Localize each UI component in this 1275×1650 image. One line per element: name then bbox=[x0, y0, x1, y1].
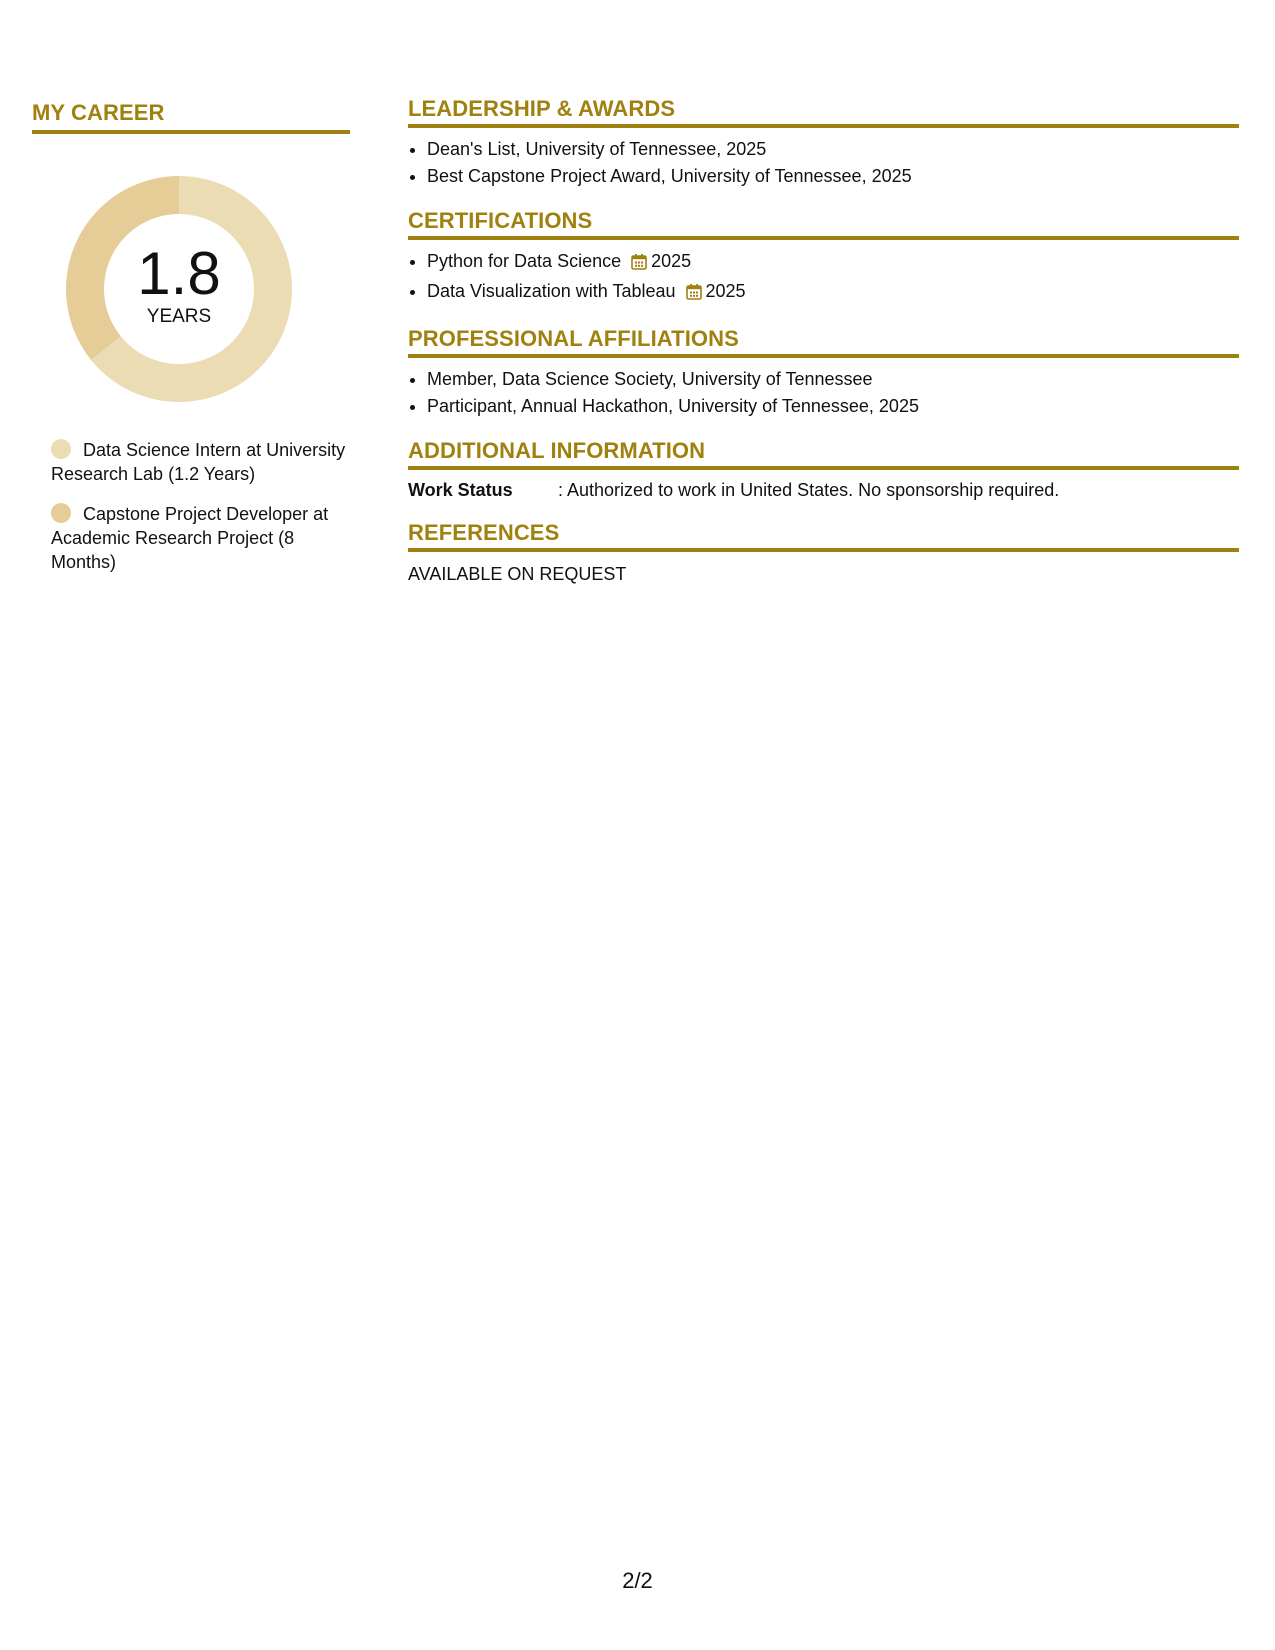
certification-name: Python for Data Science bbox=[427, 251, 622, 271]
legend-item bbox=[51, 438, 351, 486]
affiliations-heading: PROFESSIONAL AFFILIATIONS bbox=[408, 326, 739, 351]
leadership-list bbox=[408, 136, 1239, 190]
leadership-divider bbox=[408, 124, 1239, 128]
calendar-icon bbox=[686, 281, 702, 308]
list-item bbox=[427, 278, 1239, 308]
additional-heading: ADDITIONAL INFORMATION bbox=[408, 438, 706, 463]
calendar-icon bbox=[631, 251, 647, 278]
career-legend bbox=[51, 438, 351, 574]
work-status-label: Work Status bbox=[408, 480, 513, 500]
certification-year: 2025 bbox=[705, 281, 746, 301]
certifications-divider bbox=[408, 236, 1239, 240]
additional-section bbox=[408, 438, 1239, 502]
legend-swatch bbox=[51, 439, 71, 459]
page-number: 2/2 bbox=[622, 1568, 653, 1593]
affiliations-divider bbox=[408, 354, 1239, 358]
references-text: AVAILABLE ON REQUEST bbox=[408, 564, 627, 584]
leadership-heading: LEADERSHIP & AWARDS bbox=[408, 96, 676, 121]
list-item: • Participant, Annual Hackathon, University of Tennessee, 2025 bbox=[427, 393, 1239, 420]
list-item: • Best Capstone Project Award, University of Tennessee, 2025 bbox=[427, 163, 1239, 190]
career-heading: MY CAREER bbox=[32, 100, 165, 125]
leadership-section bbox=[408, 96, 1239, 190]
additional-divider bbox=[408, 466, 1239, 470]
legend-swatch bbox=[51, 503, 71, 523]
list-item: • Member, Data Science Society, University of Tennessee bbox=[427, 366, 1239, 393]
certifications-heading: CERTIFICATIONS bbox=[408, 208, 593, 233]
work-status-row bbox=[408, 478, 1239, 502]
career-divider bbox=[32, 130, 350, 134]
career-total-unit: YEARS bbox=[146, 306, 212, 327]
list-item bbox=[427, 248, 1239, 278]
references-section bbox=[408, 520, 1239, 586]
donut-center bbox=[66, 176, 292, 402]
certifications-section bbox=[408, 208, 1239, 308]
certification-year: 2025 bbox=[651, 251, 692, 271]
affiliations-list bbox=[408, 366, 1239, 420]
references-divider bbox=[408, 548, 1239, 552]
career-donut-chart bbox=[66, 176, 292, 402]
references-heading: REFERENCES bbox=[408, 520, 560, 545]
affiliations-section bbox=[408, 326, 1239, 420]
list-item: • Dean's List, University of Tennessee, 2025 bbox=[427, 136, 1239, 163]
work-status-value: : Authorized to work in United States. No sponsorship required. bbox=[558, 480, 1060, 500]
legend-label: Capstone Project Developer at Academic Research Project (8 Months) bbox=[51, 504, 329, 572]
legend-item bbox=[51, 502, 351, 574]
certifications-list bbox=[408, 248, 1239, 308]
certification-name: Data Visualization with Tableau bbox=[427, 281, 676, 301]
legend-label: Data Science Intern at University Research Lab (1.2 Years) bbox=[51, 440, 346, 484]
career-total-value: 1.8 bbox=[137, 240, 221, 307]
career-column bbox=[32, 96, 350, 590]
main-column bbox=[408, 96, 1239, 604]
